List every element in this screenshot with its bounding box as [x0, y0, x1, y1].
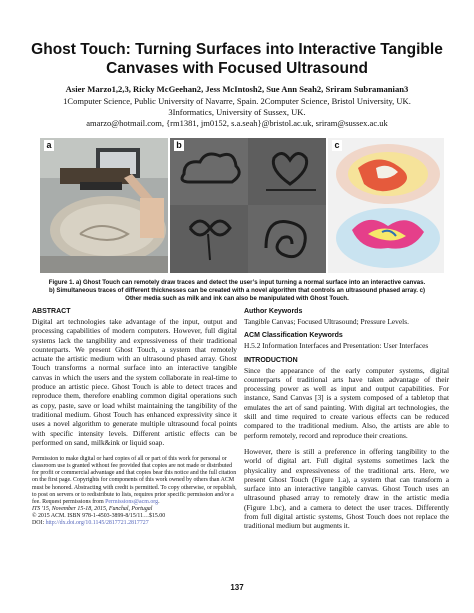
caption-line-1: Figure 1. a) Ghost Touch can remotely draw traces and detect the user’s input turning a normal surface into an interactive canvas. — [48, 279, 426, 286]
doi-link[interactable]: http://dx.doi.org/10.1145/2817721.2817727 — [45, 520, 149, 526]
permissions-email-link[interactable]: Permissions@acm.org — [105, 498, 159, 505]
introduction-heading: INTRODUCTION — [244, 356, 298, 364]
abstract-heading: ABSTRACT — [32, 308, 71, 315]
left-column — [32, 307, 237, 527]
page-number: 137 — [230, 583, 244, 592]
sand-traces-illustration — [170, 138, 326, 273]
caption-line-3: Other media such as milk and ink can also be manipulated with Ghost Touch. — [125, 295, 349, 302]
panel-label-a: a — [44, 140, 54, 151]
author-list: Asier Marzo1,2,3, Ricky McGeehan2, Jess McIntosh2, Sue Ann Seah2, Sriram Subramanian3 — [65, 84, 409, 94]
introduction-paragraph-1: Since the appearance of the early computer systems, digital counterparts of traditional arts have taken advantage of their processing power as well as input and output capabilities. For instance, Sand Canvas [3] is a system composed of a tabletop that emulates the art of sand painting. With digital art technologies, the skill and time required to create various effects can be reduced compared to the traditional medium. Also, the artists are able to perform remotely, record and reproduce their creations. — [244, 365, 449, 440]
affiliations-line-2: 3Informatics, University of Sussex, UK. — [168, 107, 306, 117]
setup-photo-illustration — [40, 138, 168, 273]
panel-label-b: b — [174, 140, 184, 151]
doi-label: DOI: — [32, 520, 45, 526]
right-column — [244, 307, 449, 531]
caption-line-2: b) Simultaneous traces of different thicknesses can be created with a novel algorithm that controls an ultrasound phased array. c) — [48, 287, 426, 294]
author-keywords-text: Tangible Canvas; Focused Ultrasound; Pressure Levels. — [244, 317, 409, 326]
copyright-line: © 2015 ACM. ISBN 978-1-4503-3899-8/15/11…$15.00 — [32, 512, 166, 519]
venue-line: ITS '15, November 15-18, 2015, Funchal, Portugal — [32, 505, 153, 512]
figure-caption — [22, 279, 452, 303]
figure-panel-b-sand-traces — [170, 138, 326, 273]
author-keywords-heading: Author Keywords — [244, 308, 303, 315]
acm-classification-text: H.5.2 Information Interfaces and Presentation: User Interfaces — [244, 341, 429, 351]
title-line-2: Canvases with Focused Ultrasound — [106, 60, 368, 77]
panel-label-c: c — [332, 140, 342, 151]
permission-block: Permission to make digital or hard copies of all or part of this work for personal or classroom use is granted without fee provided that copies are not made or distributed for profit or commercial advantage and that copies bear this notice and the full citation on the first page. Copyrights for components of this work owned by others than ACM must be honored. Abstracting with credit is permitted. To copy otherwise, or republish, to post on servers or to redistribute to lists, requires prior specific permission and/or a fee. Request permissions from Permissions@acm.org. ITS '15, November 15-18, 2015, Funchal, Portugal © 2015 ACM. ISBN 978-1-4503-3899-8/15/11…$15.00 DOI: http://dx.doi.org/10.1145/2817721.2817727 — [32, 456, 237, 526]
milk-ink-illustration — [328, 138, 444, 273]
title-line-1: Ghost Touch: Turning Surfaces into Interactive Tangible — [31, 41, 443, 58]
figure-panel-a-photo — [40, 138, 168, 273]
introduction-paragraph-2: However, there is still a preference in offering tangibility to the world of digital art. Full digital systems sometimes lack the physicality and expressiveness of the traditional arts. Here, we present Ghost Touch (Figure 1.a), a system that can transform a surface into an interactive tangible canvas. Ghost Touch uses an ultrasound phased array to remotely draw in the artistic media (Figure 1.bc), and a camera to detect the user traces. Differently from full digital artistic systems, Ghost Touch does not replace the traditional medium but augments it. — [244, 446, 449, 531]
figure-panel-c-milk-ink — [328, 138, 444, 273]
abstract-text: Digital art technologies take advantage of the input, output and processing capabilities of modern computers. However, full digital systems lack the tangibility and expressiveness of their traditional counterparts. We present Ghost Touch, a system that remotely actuate the artistic medium with an ultrasound phased array. Ghost Touch transforms a normal surface into an interactive tangible canvas in which the users and the system collaborate in real-time to produce an artistic piece. Ghost Touch is able to detect traces and reproduce them, therefore enabling common digital operations such as copy, paste, save or load whilst maintaining the tangibility of the traditional medium. Ghost Touch has enhanced expressivity since it uses a novel algorithm to generate multiple ultrasound focal points with specific intensity levels. Different artistic effects can be performed on sand, milk&ink or liquid soap. — [32, 317, 237, 447]
permission-text: Permission to make digital or hard copies of all or part of this work for personal or classroom use is granted without fee provided that copies are not made or distributed for profit or commercial advantage and that copies bear this notice and the full citation on the first page. Copyrights for components of this work owned by others than ACM must be honored. Abstracting with credit is permitted. To copy otherwise, or republish, to post on servers or to redistribute to lists, requires prior specific permission and/or a fee. Request permissions from — [32, 456, 237, 505]
paper-title — [20, 40, 454, 78]
acm-classification-heading: ACM Classification Keywords — [244, 332, 343, 340]
author-emails: amarzo@hotmail.com, {rm1381, jm0152, s.a.seah}@bristol.ac.uk, sriram@sussex.ac.uk — [86, 118, 388, 128]
affiliations-line-1: 1Computer Science, Public University of Navarre, Spain. 2Computer Science, Bristol University, UK. — [63, 96, 411, 106]
